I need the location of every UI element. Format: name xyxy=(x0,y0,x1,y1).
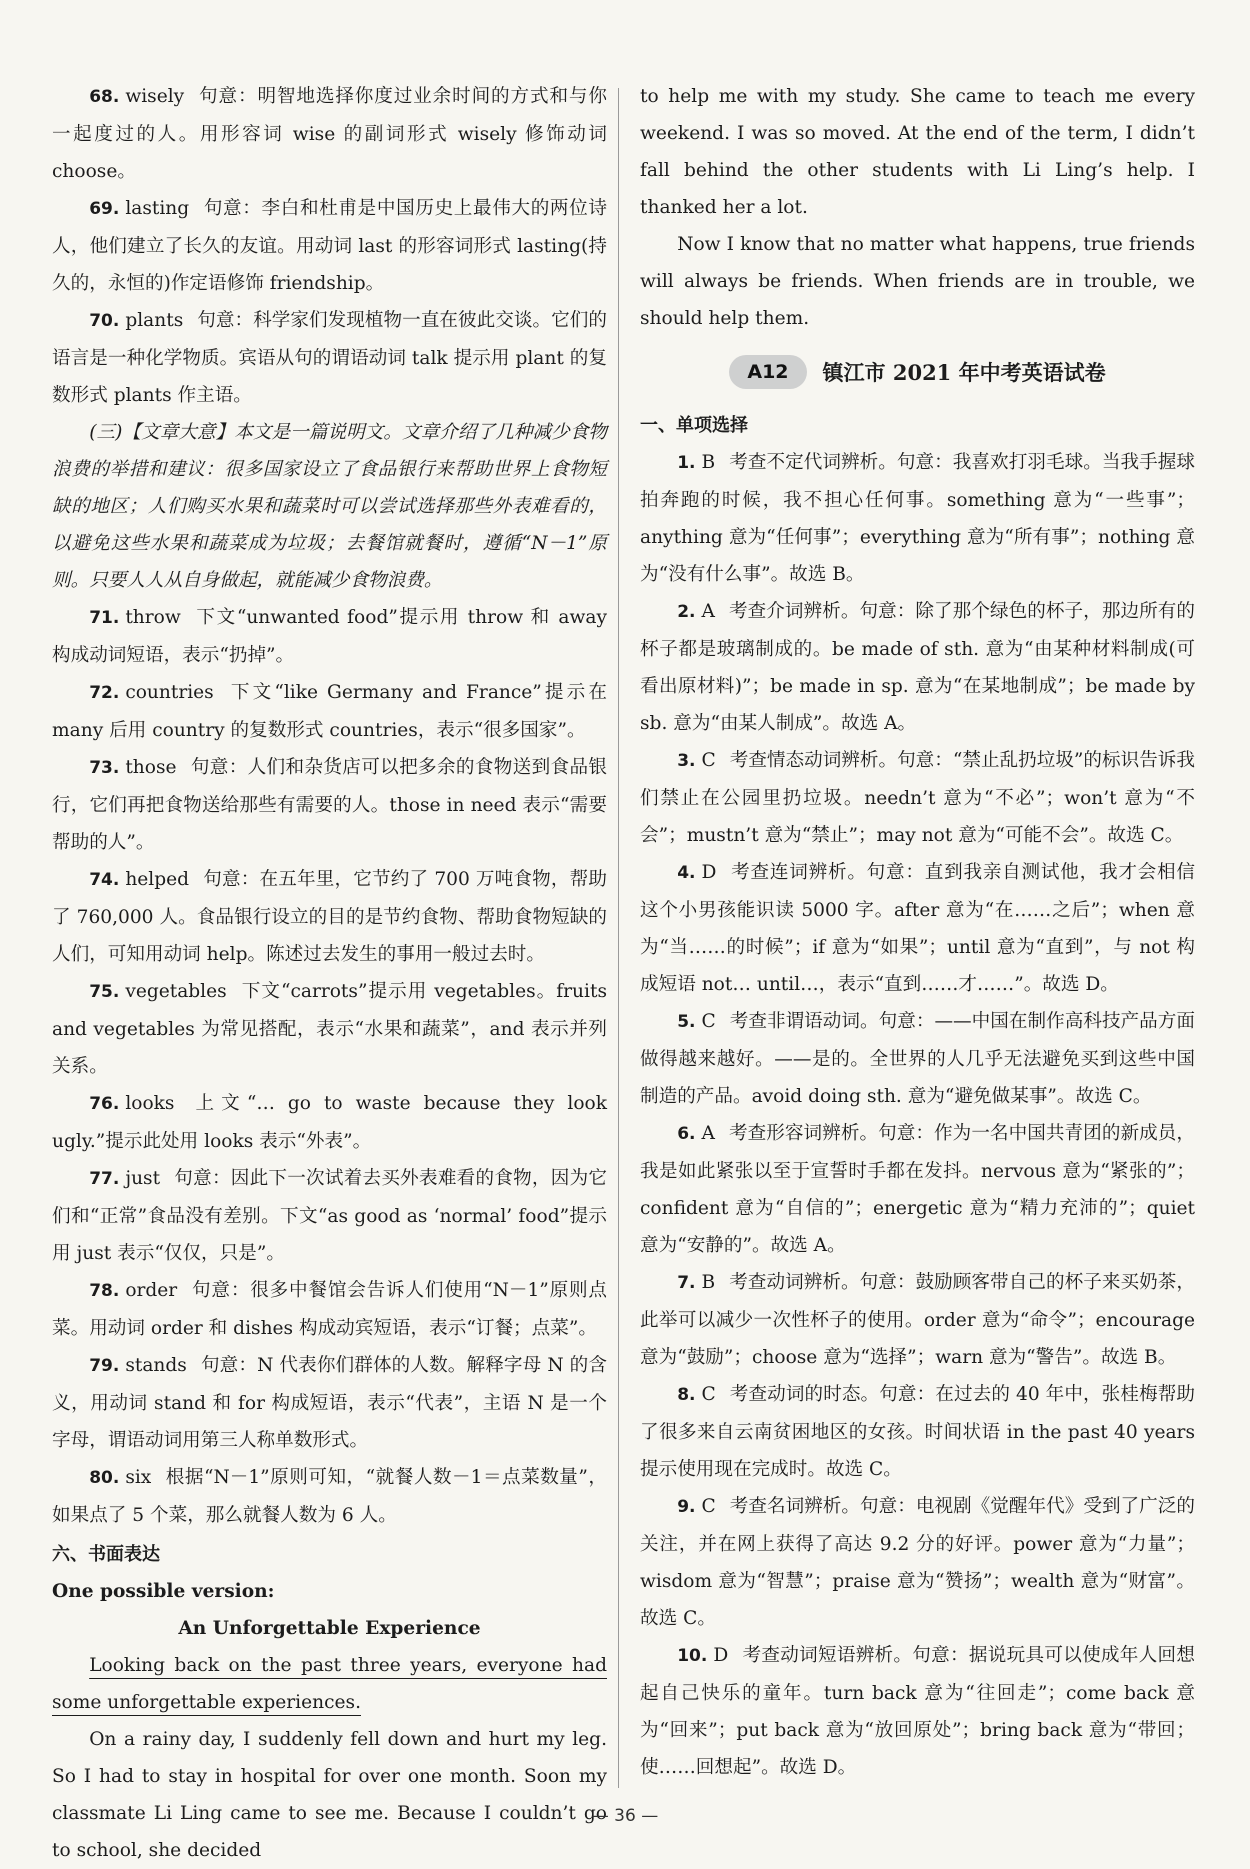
answer-item-68: 68. wisely 句意：明智地选择你度过业余时间的方式和与你一起度过的人。用形容词 wise 的副词形式 wisely 修饰动词 choose。 xyxy=(52,86,607,182)
choice-item-8: 8. C 考查动词的时态。句意：在过去的 40 年中，张桂梅帮助了很多来自云南贫困地区的女孩。时间状语 in the past 40 years 提示使用现在完成时。故选 C。 xyxy=(640,1384,1195,1480)
column-divider xyxy=(618,88,619,1788)
answer-item-75: 75. vegetables 下文“carrots”提示用 vegetables。fruits and vegetables 为常见搭配，表示“水果和蔬菜”，and 表示并列关系。 xyxy=(52,981,607,1077)
choice-item-6: 6. A 考查形容词辨析。句意：作为一名中国共青团的新成员，我是如此紧张以至于宣誓时手都在发抖。nervous 意为“紧张的”；confident 意为“自信的”；energetic 意为“精力充沛的”；quiet 意为“安静的”。故选 A。 xyxy=(640,1123,1195,1256)
choice-item-10: 10. D 考查动词短语辨析。句意：据说玩具可以使成年人回想起自己快乐的童年。turn back 意为“往回走”；come back 意为“回来”；put back 意为“放回原处”；bring back 意为“带回；使……回想起”。故选 D。 xyxy=(640,1645,1195,1778)
exam-title: 镇江市 2021 年中考英语试卷 xyxy=(822,359,1106,385)
answer-item-69: 69. lasting 句意：李白和杜甫是中国历史上最伟大的两位诗人，他们建立了长久的友谊。用动词 last 的形容词形式 lasting(持久的，永恒的)作定语修饰 friendship。 xyxy=(52,198,607,294)
exam-badge: A12 xyxy=(729,355,806,389)
answer-item-78: 78. order 句意：很多中餐馆会告诉人们使用“N－1”原则点菜。用动词 order 和 dishes 构成动宾短语，表示“订餐；点菜”。 xyxy=(52,1280,607,1339)
answer-item-70: 70. plants 句意：科学家们发现植物一直在彼此交谈。它们的语言是一种化学物质。宾语从句的谓语动词 talk 提示用 plant 的复数形式 plants 作主语。 xyxy=(52,310,607,406)
answer-item-71: 71. throw 下文“unwanted food”提示用 throw 和 away 构成动词短语，表示“扔掉”。 xyxy=(52,607,607,666)
essay-paragraph-1: On a rainy day, I suddenly fell down and hurt my leg. So I had to stay in hospital for over one month. Soon my classmate Li Ling came to see me. Because I couldn’t go to school, she decided xyxy=(52,1729,607,1861)
answer-item-76: 76. looks 上文“… go to waste because they look ugly.”提示此处用 looks 表示“外表”。 xyxy=(52,1093,607,1152)
choice-item-5: 5. C 考查非谓语动词。句意：——中国在制作高科技产品方面做得越来越好。——是的。全世界的人几乎无法避免买到这些中国制造的产品。avoid doing sth. 意为“避免做某事”。故选 C。 xyxy=(640,1011,1195,1107)
choice-item-7: 7. B 考查动词辨析。句意：鼓励顾客带自己的杯子来买奶茶，此举可以减少一次性杯子的使用。order 意为“命令”；encourage 意为“鼓励”；choose 意为“选择”；warn 意为“警告”。故选 B。 xyxy=(640,1272,1195,1368)
choice-item-9: 9. C 考查名词辨析。句意：电视剧《觉醒年代》受到了广泛的关注，并在网上获得了高达 9.2 分的好评。power 意为“力量”；wisdom 意为“智慧”；praise 意为“赞扬”；wealth 意为“财富”。故选 C。 xyxy=(640,1496,1195,1629)
answer-item-80: 80. six 根据“N－1”原则可知，“就餐人数－1＝点菜数量”，如果点了 5 个菜，那么就餐人数为 6 人。 xyxy=(52,1467,607,1526)
article-summary: (三)【文章大意】本文是一篇说明文。文章介绍了几种减少食物浪费的举措和建议：很多国家设立了食品银行来帮助世界上食物短缺的地区；人们购买水果和蔬菜时可以尝试选择那些外表难看的，以避免这些水果和蔬菜成为垃圾；去餐馆就餐时，遵循“N－1”原则。只要人人从自身做起，就能减少食物浪费。 xyxy=(52,422,607,591)
answer-item-77: 77. just 句意：因此下一次试着去买外表难看的食物，因为它们和“正常”食品没有差别。下文“as good as ‘normal’ food”提示用 just 表示“仅仅，只是”。 xyxy=(52,1168,607,1264)
exam-heading xyxy=(640,351,1195,393)
choice-item-4: 4. D 考查连词辨析。句意：直到我亲自测试他，我才会相信这个小男孩能识读 5000 字。after 意为“在……之后”；when 意为“当……的时候”；if 意为“如果”；until 意为“直到”，与 not 构成短语 not… until…，表示“直到……才……”。故选 D。 xyxy=(640,862,1195,995)
left-column xyxy=(52,78,607,1869)
essay-paragraph-1-continued: to help me with my study. She came to teach me every weekend. I was so moved. At the end of the term, I didn’t fall behind the other students with Li Ling’s help. I thanked her a lot. xyxy=(640,86,1195,218)
choice-item-2: 2. A 考查介词辨析。句意：除了那个绿色的杯子，那边所有的杯子都是玻璃制成的。be made of sth. 意为“由某种材料制成(可看出原材料)”；be made in sp. 意为“在某地制成”；be made by sb. 意为“由某人制成”。故选 A。 xyxy=(640,601,1195,734)
choice-item-3: 3. C 考查情态动词辨析。句意：“禁止乱扔垃圾”的标识告诉我们禁止在公园里扔垃圾。needn’t 意为“不必”；won’t 意为“不会”；mustn’t 意为“禁止”；may not 意为“可能不会”。故选 C。 xyxy=(640,750,1195,846)
answer-item-74: 74. helped 句意：在五年里，它节约了 700 万吨食物，帮助了 760,000 人。食品银行设立的目的是节约食物、帮助食物短缺的人们，可知用动词 help。陈述过去发生的事用一般过去时。 xyxy=(52,869,607,965)
choice-item-1: 1. B 考查不定代词辨析。句意：我喜欢打羽毛球。当我手握球拍奔跑的时候，我不担心任何事。something 意为“一些事”；anything 意为“任何事”；everything 意为“所有事”；nothing 意为“没有什么事”。故选 B。 xyxy=(640,452,1195,585)
section-single-choice-heading: 一、单项选择 xyxy=(640,415,748,436)
section-writing-heading: 六、书面表达 xyxy=(52,1544,160,1565)
answer-item-73: 73. those 句意：人们和杂货店可以把多余的食物送到食品银行，它们再把食物送给那些有需要的人。those in need 表示“需要帮助的人”。 xyxy=(52,757,607,853)
page-number: — 36 — xyxy=(591,1806,659,1826)
right-column xyxy=(640,78,1195,1786)
essay-opening-sentence: Looking back on the past three years, everyone had some unforgettable experiences. xyxy=(52,1655,607,1713)
essay-title: An Unforgettable Experience xyxy=(178,1618,481,1639)
possible-version-label: One possible version: xyxy=(52,1581,275,1602)
answer-item-79: 79. stands 句意：N 代表你们群体的人数。解释字母 N 的含义，用动词 stand 和 for 构成短语，表示“代表”，主语 N 是一个字母，谓语动词用第三人称单数形式。 xyxy=(52,1355,607,1451)
essay-paragraph-2: Now I know that no matter what happens, true friends will always be friends. When friends are in trouble, we should help them. xyxy=(640,234,1195,329)
answer-item-72: 72. countries 下文“like Germany and France”提示在 many 后用 country 的复数形式 countries，表示“很多国家”。 xyxy=(52,682,607,741)
